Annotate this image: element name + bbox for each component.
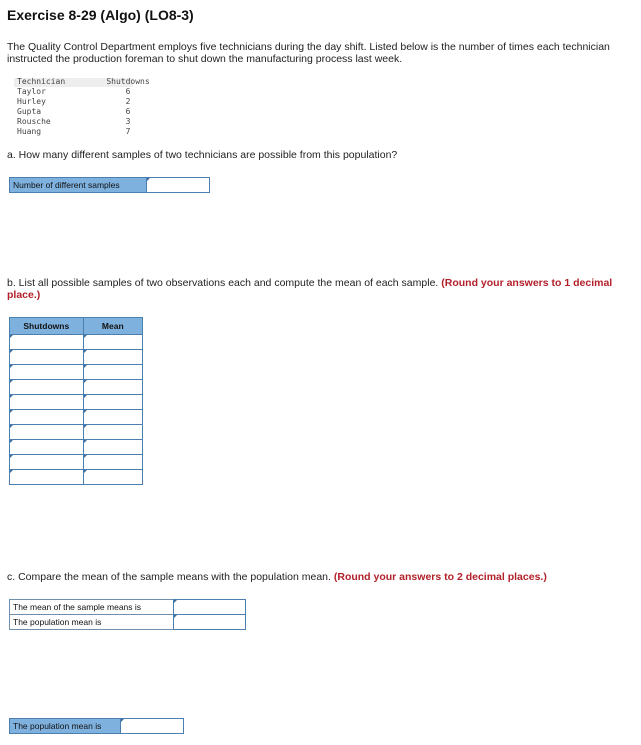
mean-input[interactable] — [83, 440, 142, 455]
mean-input[interactable] — [83, 410, 142, 425]
table-row — [10, 395, 143, 410]
population-mean-input-2[interactable] — [120, 718, 184, 734]
table-row — [10, 365, 143, 380]
shutdowns-input[interactable] — [10, 425, 84, 440]
table-row — [10, 440, 143, 455]
table-row — [10, 425, 143, 440]
technician-name: Huang — [17, 127, 42, 136]
shutdowns-input[interactable] — [10, 440, 84, 455]
shutdowns-column-header: Shutdowns — [10, 318, 84, 335]
header-shutdowns: Shutdowns — [106, 77, 150, 86]
question-c-text: c. Compare the mean of the sample means with the population mean. — [7, 571, 331, 583]
population-mean-label: The population mean is — [9, 614, 174, 630]
table-row — [10, 335, 143, 350]
shutdowns-value: 2 — [125, 97, 131, 106]
shutdowns-input[interactable] — [10, 395, 84, 410]
shutdowns-input[interactable] — [10, 380, 84, 395]
population-mean-input[interactable] — [173, 614, 246, 630]
shutdowns-input[interactable] — [10, 470, 84, 485]
table-row — [10, 380, 143, 395]
population-mean-label-2: The population mean is — [9, 718, 121, 734]
shutdowns-value: 7 — [125, 127, 131, 136]
question-c — [7, 571, 547, 583]
mean-column-header: Mean — [83, 318, 142, 335]
mean-input[interactable] — [83, 455, 142, 470]
mean-of-sample-means-input[interactable] — [173, 599, 246, 615]
technician-name: Rousche — [17, 117, 51, 126]
technician-name: Hurley — [17, 97, 46, 106]
mean-input[interactable] — [83, 470, 142, 485]
technician-name: Gupta — [17, 107, 42, 116]
shutdowns-input[interactable] — [10, 335, 84, 350]
header-technician: Technician — [17, 77, 66, 86]
shutdowns-value: 6 — [125, 87, 131, 96]
question-b — [7, 277, 622, 301]
technician-name: Taylor — [17, 87, 46, 96]
samples-table — [9, 317, 143, 485]
mean-input[interactable] — [83, 365, 142, 380]
question-b-rounding: (Round your answers to 1 decimal place.) — [7, 277, 613, 301]
table-row — [10, 410, 143, 425]
question-c-rounding: (Round your answers to 2 decimal places.) — [333, 571, 547, 583]
number-of-samples-input[interactable] — [146, 177, 210, 193]
page-title: Exercise 8-29 (Algo) (LO8-3) — [7, 7, 194, 23]
shutdowns-input[interactable] — [10, 350, 84, 365]
table-row — [10, 455, 143, 470]
question-b-text: b. List all possible samples of two observations each and compute the mean of each sample. — [7, 277, 439, 289]
mean-input[interactable] — [83, 380, 142, 395]
table-row — [10, 470, 143, 485]
mean-input[interactable] — [83, 425, 142, 440]
shutdowns-input[interactable] — [10, 455, 84, 470]
shutdowns-input[interactable] — [10, 410, 84, 425]
shutdowns-value: 6 — [125, 107, 131, 116]
problem-description: The Quality Control Department employs five technicians during the day shift. Listed below is the number of times each technician instructed the production foreman to shut down the manufacturing process last week. — [7, 41, 610, 65]
mean-input[interactable] — [83, 350, 142, 365]
question-a: a. How many different samples of two technicians are possible from this population? — [7, 149, 398, 161]
table-row — [10, 350, 143, 365]
mean-input[interactable] — [83, 395, 142, 410]
shutdowns-input[interactable] — [10, 365, 84, 380]
shutdowns-value: 3 — [125, 117, 131, 126]
mean-of-sample-means-label: The mean of the sample means is — [9, 599, 174, 615]
number-of-samples-label: Number of different samples — [9, 177, 147, 193]
mean-input[interactable] — [83, 335, 142, 350]
